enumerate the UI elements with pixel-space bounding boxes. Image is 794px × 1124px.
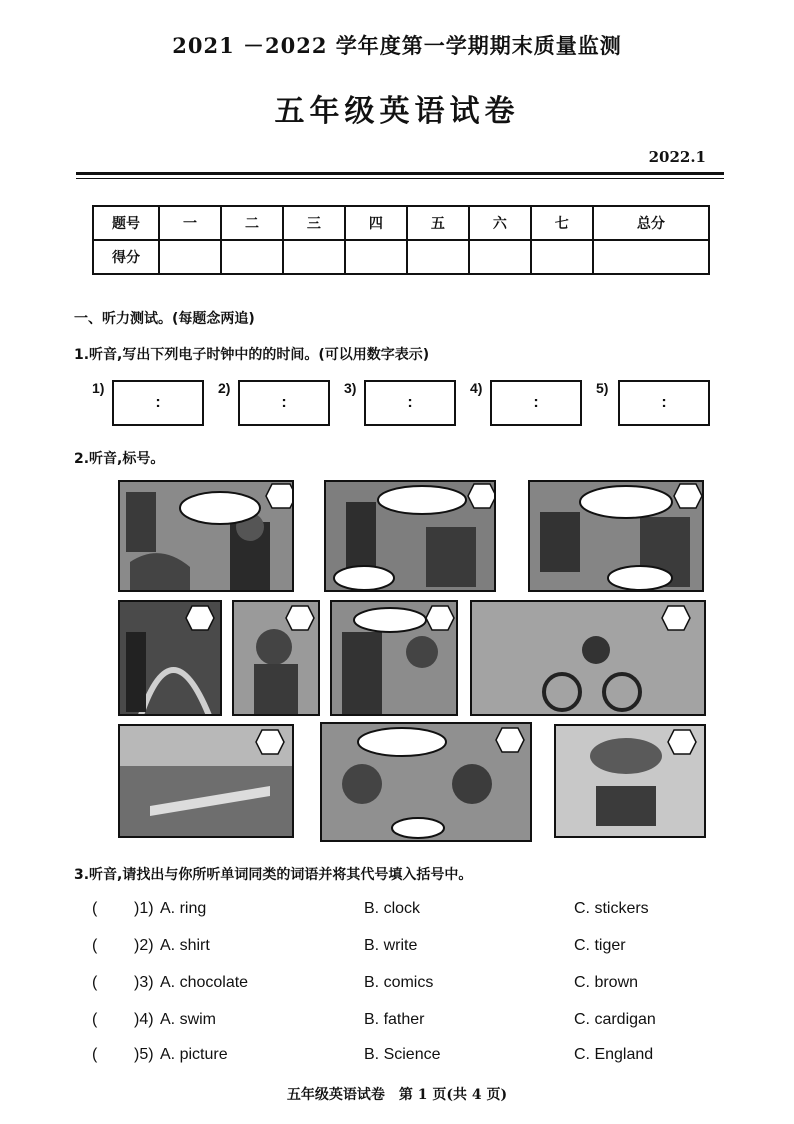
score-table-header-row bbox=[93, 206, 709, 240]
option-a-text-4: A. swim bbox=[160, 1011, 216, 1028]
option-b-5: B. Science bbox=[364, 1046, 441, 1063]
option-a-text-2: A. shirt bbox=[160, 937, 210, 954]
option-c-1: C. stickers bbox=[574, 900, 649, 917]
score-cell: 七 bbox=[531, 206, 593, 240]
story-picture-6 bbox=[330, 600, 458, 716]
answer-paren-4[interactable]: ( bbox=[92, 1011, 98, 1028]
page-footer: 五年级英语试卷 第 1 页(共 4 页) bbox=[286, 1087, 508, 1103]
picture-illustration bbox=[322, 724, 532, 842]
score-blank[interactable] bbox=[159, 240, 221, 274]
answer-paren-3[interactable]: ( bbox=[92, 974, 98, 991]
picture-illustration bbox=[120, 602, 222, 716]
score-blank[interactable] bbox=[345, 240, 407, 274]
score-cell: 四 bbox=[345, 206, 407, 240]
question-1-text: 1.听音,写出下列电子时钟中的的时间。(可以用数字表示) bbox=[74, 347, 430, 363]
score-cell: 一 bbox=[159, 206, 221, 240]
story-picture-10 bbox=[554, 724, 706, 838]
story-picture-3 bbox=[528, 480, 704, 592]
score-row-label: 得分 bbox=[93, 240, 159, 274]
picture-illustration bbox=[472, 602, 706, 716]
story-picture-2 bbox=[324, 480, 496, 592]
section-1-heading: 一、听力测试。(每题念两追) bbox=[74, 311, 255, 327]
clock-label-1: 1) bbox=[92, 380, 105, 396]
picture-illustration bbox=[120, 482, 294, 592]
option-a-text-1: A. ring bbox=[160, 900, 207, 917]
clock-answer-box-3[interactable]: : bbox=[364, 380, 456, 426]
score-blank[interactable] bbox=[593, 240, 709, 274]
story-picture-9 bbox=[320, 722, 532, 842]
question-3-text: 3.听音,请找出与你所听单词同类的词语并将其代号填入括号中。 bbox=[74, 867, 473, 883]
exam-date: 2022.1 bbox=[648, 148, 706, 166]
clock-label-4: 4) bbox=[470, 380, 483, 396]
clock-label-3: 3) bbox=[344, 380, 357, 396]
option-b-3: B. comics bbox=[364, 974, 434, 991]
clock-answer-box-2[interactable]: : bbox=[238, 380, 330, 426]
header-rule-thin bbox=[76, 178, 724, 179]
option-b-2: B. write bbox=[364, 937, 418, 954]
story-picture-8 bbox=[118, 724, 294, 838]
option-a-2: )2) bbox=[134, 937, 154, 954]
story-picture-5 bbox=[232, 600, 320, 716]
picture-illustration bbox=[556, 726, 706, 838]
picture-illustration bbox=[332, 602, 458, 716]
score-blank[interactable] bbox=[283, 240, 345, 274]
exam-subtitle: 五年级英语试卷 bbox=[274, 94, 520, 129]
score-blank[interactable] bbox=[221, 240, 283, 274]
picture-illustration bbox=[530, 482, 704, 592]
answer-paren-2[interactable]: ( bbox=[92, 937, 98, 954]
picture-illustration bbox=[326, 482, 496, 592]
score-cell: 六 bbox=[469, 206, 531, 240]
story-picture-4 bbox=[118, 600, 222, 716]
clock-label-2: 2) bbox=[218, 380, 231, 396]
score-cell: 五 bbox=[407, 206, 469, 240]
clock-label-5: 5) bbox=[596, 380, 609, 396]
answer-paren-1[interactable]: ( bbox=[92, 900, 98, 917]
option-a-1: )1) bbox=[134, 900, 154, 917]
score-blank[interactable] bbox=[469, 240, 531, 274]
picture-illustration bbox=[120, 726, 294, 838]
header-rule bbox=[76, 172, 724, 175]
option-a-4: )4) bbox=[134, 1011, 154, 1028]
option-a-text-5: A. picture bbox=[160, 1046, 228, 1063]
option-c-2: C. tiger bbox=[574, 937, 626, 954]
picture-illustration bbox=[234, 602, 320, 716]
option-b-1: B. clock bbox=[364, 900, 421, 917]
score-cell: 二 bbox=[221, 206, 283, 240]
score-cell: 题号 bbox=[93, 206, 159, 240]
option-b-4: B. father bbox=[364, 1011, 425, 1028]
option-c-3: C. brown bbox=[574, 974, 639, 991]
option-a-text-3: A. chocolate bbox=[160, 974, 249, 991]
exam-title: 2021 －2022 学年度第一学期期末质量监测 bbox=[172, 33, 622, 58]
clock-answer-box-1[interactable]: : bbox=[112, 380, 204, 426]
story-picture-7 bbox=[470, 600, 706, 716]
score-cell: 总分 bbox=[593, 206, 709, 240]
option-c-4: C. cardigan bbox=[574, 1011, 656, 1028]
option-c-5: C. England bbox=[574, 1046, 654, 1063]
score-cell: 三 bbox=[283, 206, 345, 240]
score-blank[interactable] bbox=[531, 240, 593, 274]
clock-answer-box-5[interactable]: : bbox=[618, 380, 710, 426]
answer-paren-5[interactable]: ( bbox=[92, 1046, 98, 1063]
clock-answer-box-4[interactable]: : bbox=[490, 380, 582, 426]
option-a-3: )3) bbox=[134, 974, 154, 991]
story-picture-1 bbox=[118, 480, 294, 592]
score-blank[interactable] bbox=[407, 240, 469, 274]
question-2-text: 2.听音,标号。 bbox=[74, 451, 165, 467]
score-table bbox=[92, 205, 710, 275]
score-table-score-row bbox=[93, 240, 709, 274]
option-a-5: )5) bbox=[134, 1046, 154, 1063]
